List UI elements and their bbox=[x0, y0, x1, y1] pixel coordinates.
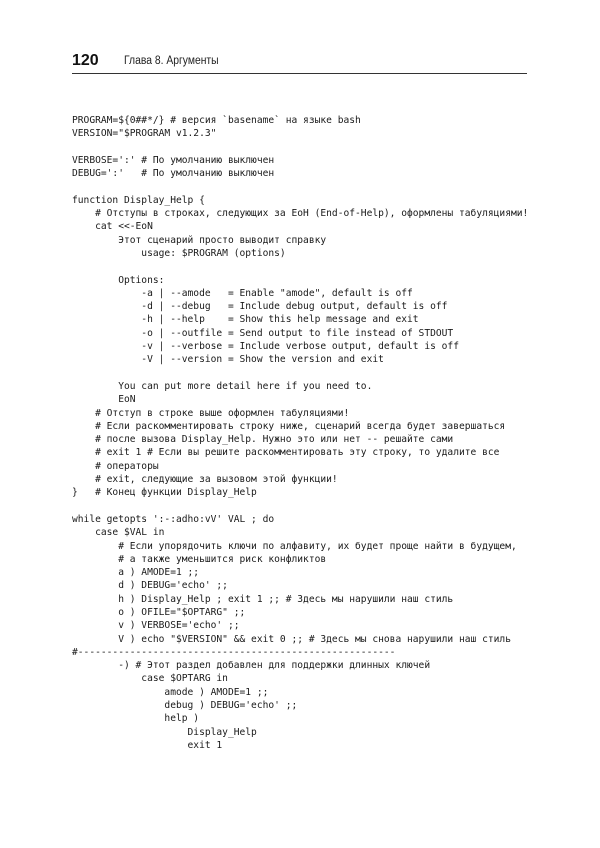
code-line: h ) Display_Help ; exit 1 ;; # Здесь мы нарушили наш стиль bbox=[72, 593, 454, 605]
code-line: VERBOSE=':' # По умолчанию выключен bbox=[72, 154, 275, 166]
code-line: EoN bbox=[72, 394, 136, 406]
code-line: # операторы bbox=[72, 460, 159, 472]
code-line: -V | --version = Show the version and exit bbox=[72, 354, 384, 366]
code-line: -d | --debug = Include debug output, default is off bbox=[72, 301, 448, 313]
code-line: You can put more detail here if you need to. bbox=[72, 380, 373, 392]
code-line: # exit 1 # Если вы решите раскомментировать эту строку, то удалите все bbox=[72, 447, 500, 459]
code-line: # Отступы в строках, следующих за EoH (End-of-Help), оформлены табуляциями! bbox=[72, 208, 529, 220]
code-line: Этот сценарий просто выводит справку bbox=[72, 234, 327, 246]
code-line: d ) DEBUG='echo' ;; bbox=[72, 580, 228, 592]
code-line: help ) bbox=[72, 713, 200, 725]
code-line: function Display_Help { bbox=[72, 194, 205, 206]
code-line: -o | --outfile = Send output to file instead of STDOUT bbox=[72, 327, 454, 339]
code-line: DEBUG=':' # По умолчанию выключен bbox=[72, 168, 275, 180]
code-line: # exit, следующие за вызовом этой функции! bbox=[72, 474, 338, 486]
code-line: usage: $PROGRAM (options) bbox=[72, 247, 286, 259]
code-line: #------------------------------------------------------- bbox=[72, 646, 396, 658]
code-line: case $OPTARG in bbox=[72, 673, 228, 685]
code-line: # после вызова Display_Help. Нужно это или нет -- решайте сами bbox=[72, 434, 454, 446]
code-line: PROGRAM=${0##*/} # версия `basename` на языке bash bbox=[72, 115, 361, 126]
chapter-title: Глава 8. Аргументы bbox=[124, 55, 219, 67]
code-line: cat <<-EoN bbox=[72, 221, 153, 233]
code-line: # Если раскомментировать строку ниже, сценарий всегда будет завершаться bbox=[72, 420, 506, 432]
code-line: debug ) DEBUG='echo' ;; bbox=[72, 700, 298, 712]
page-header bbox=[72, 52, 527, 72]
code-line: -) # Этот раздел добавлен для поддержки длинных ключей bbox=[72, 660, 431, 672]
code-line: case $VAL in bbox=[72, 527, 165, 539]
header-rule bbox=[72, 73, 527, 74]
code-line bbox=[72, 141, 542, 154]
code-line: o ) OFILE="$OPTARG" ;; bbox=[72, 606, 246, 618]
code-line bbox=[72, 260, 542, 273]
code-line: a ) AMODE=1 ;; bbox=[72, 567, 200, 579]
code-line: -v | --verbose = Include verbose output, default is off bbox=[72, 341, 459, 353]
code-line: exit 1 bbox=[72, 739, 223, 751]
code-line bbox=[72, 367, 542, 380]
code-line: # Если упорядочить ключи по алфавиту, их будет проще найти в будущем, bbox=[72, 540, 517, 552]
code-line: Display_Help bbox=[72, 726, 257, 738]
code-line: while getopts ':-:adho:vV' VAL ; do bbox=[72, 513, 275, 525]
code-line: amode ) AMODE=1 ;; bbox=[72, 686, 269, 698]
code-line: -h | --help = Show this help message and exit bbox=[72, 314, 419, 326]
code-listing bbox=[72, 114, 542, 752]
code-line: } # Конец функции Display_Help bbox=[72, 487, 257, 499]
code-line: VERSION="$PROGRAM v1.2.3" bbox=[72, 128, 217, 140]
code-line: V ) echo "$VERSION" && exit 0 ;; # Здесь мы снова нарушили наш стиль bbox=[72, 633, 511, 645]
code-line bbox=[72, 500, 542, 513]
code-line bbox=[72, 180, 542, 193]
code-line: v ) VERBOSE='echo' ;; bbox=[72, 620, 240, 632]
code-line: -a | --amode = Enable "amode", default is off bbox=[72, 287, 413, 299]
code-line: # а также уменьшится риск конфликтов bbox=[72, 553, 327, 565]
code-line: # Отступ в строке выше оформлен табуляциями! bbox=[72, 407, 350, 419]
page-number: 120 bbox=[72, 52, 99, 69]
code-line: Options: bbox=[72, 274, 165, 286]
